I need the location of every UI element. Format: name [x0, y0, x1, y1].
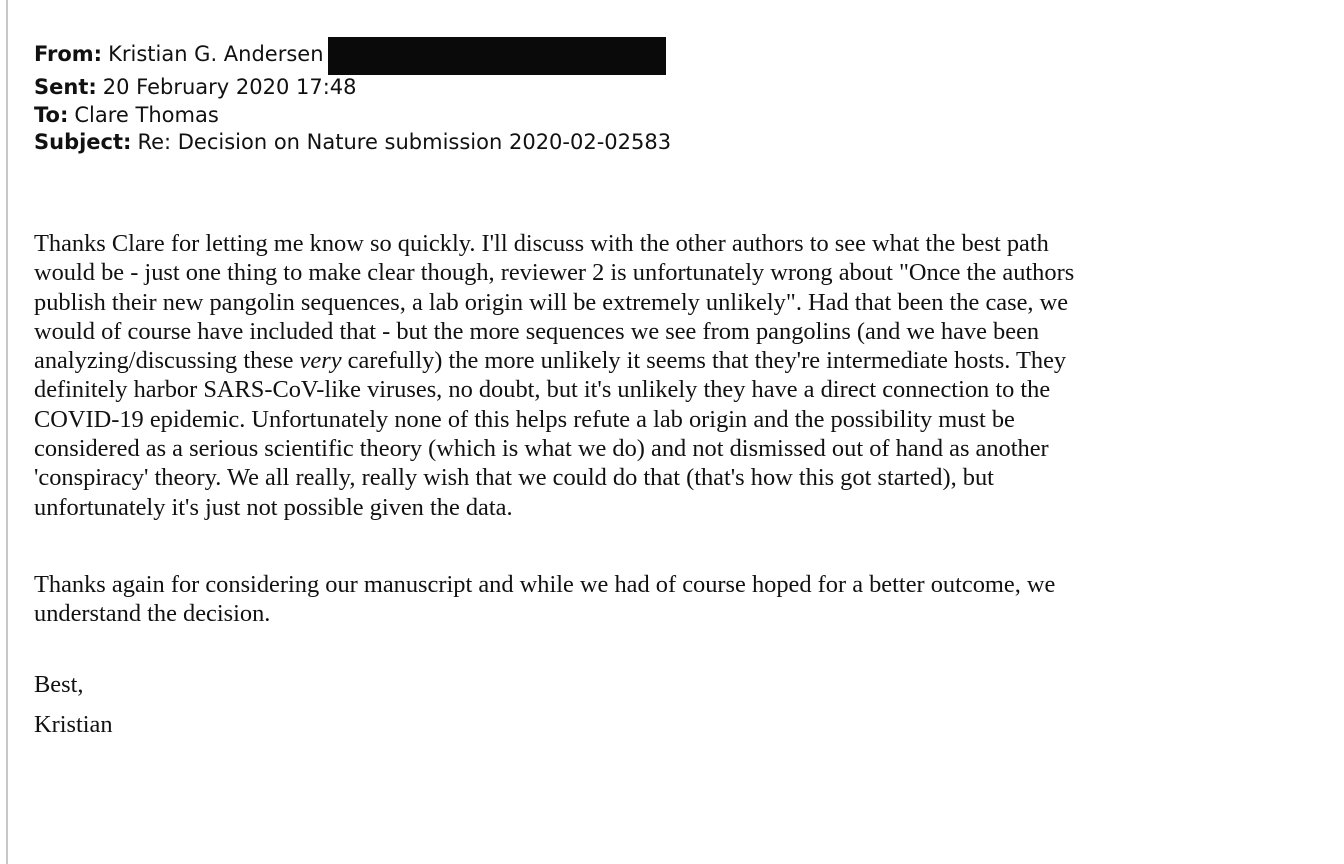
paragraph-line: Thanks again for considering our manuscript and while we had of course hoped for a better outcome, we: [34, 570, 1056, 598]
from-row: [34, 36, 671, 74]
subject-label: Subject:: [34, 130, 132, 154]
closing-text: Best,: [34, 670, 84, 698]
sent-value: 20 February 2020 17:48: [102, 75, 357, 99]
paragraph-line: 'conspiracy' theory. We all really, really wish that we could do that (that's how this got started), but: [34, 464, 994, 492]
paragraph-spacer: [34, 522, 1334, 570]
paragraph-line: unfortunately it's just not possible given the data.: [34, 493, 513, 521]
to-value: Clare Thomas: [74, 102, 219, 127]
left-border-rule: [6, 0, 8, 864]
redaction-box: [328, 37, 666, 75]
paragraph-line: publish their new pangolin sequences, a lab origin will be extremely unlikely". Had that been the case, we: [34, 288, 1069, 316]
to-row: [34, 102, 671, 130]
to-label: To:: [34, 102, 69, 127]
email-header: [34, 36, 671, 157]
signature-name: Kristian: [34, 710, 113, 738]
paragraph-line: [34, 346, 1334, 375]
sent-row: [34, 74, 671, 102]
subject-value: Re: Decision on Nature submission 2020-02-02583: [137, 130, 672, 154]
paragraph-line: would be - just one thing to make clear though, reviewer 2 is unfortunately wrong about "Once the authors: [34, 259, 1075, 287]
line-segment: carefully) the more unlikely it seems that they're intermediate hosts. They: [341, 347, 1067, 375]
paragraph-line: would of course have included that - but the more sequences we see from pangolins (and we have been: [34, 317, 1040, 345]
paragraph-spacer: [34, 629, 1334, 665]
email-body: [34, 229, 1334, 745]
sent-label: Sent:: [34, 75, 97, 99]
body-paragraph-2: [34, 570, 1334, 629]
paragraph-line: COVID-19 epidemic. Unfortunately none of this helps refute a lab origin and the possibility must be: [34, 405, 1015, 433]
from-label: From:: [34, 42, 103, 67]
from-value: Kristian G. Andersen: [108, 42, 324, 67]
line-segment: analyzing/discussing these: [34, 347, 300, 375]
paragraph-line: definitely harbor SARS-CoV-like viruses, no doubt, but it's unlikely they have a direct connection to the: [34, 376, 1051, 404]
paragraph-line: considered as a serious scientific theory (which is what we do) and not dismissed out of hand as another: [34, 435, 1049, 463]
sign-off: [34, 665, 1334, 745]
subject-row: [34, 129, 671, 157]
paragraph-line: Thanks Clare for letting me know so quickly. I'll discuss with the other authors to see what the best path: [34, 230, 1049, 257]
body-paragraph-1: [34, 229, 1334, 522]
emphasis-word: very: [299, 347, 342, 375]
paragraph-line: understand the decision.: [34, 600, 271, 628]
